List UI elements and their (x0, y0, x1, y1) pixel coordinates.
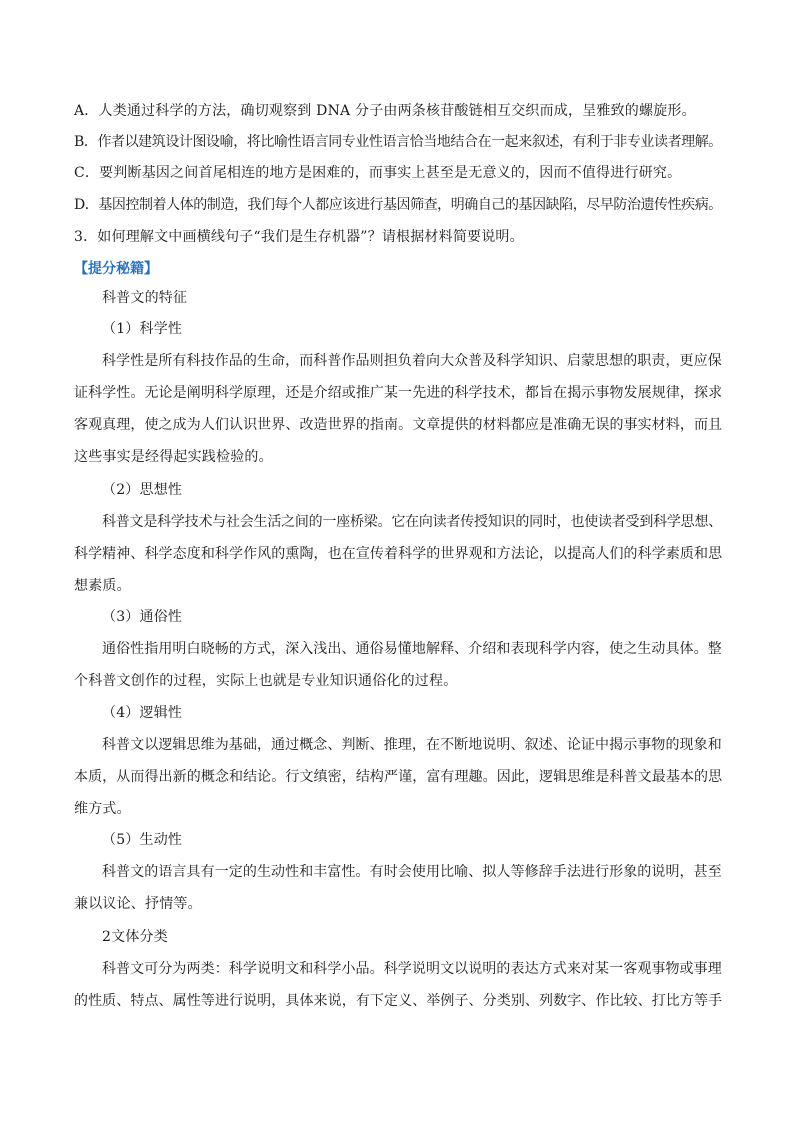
paragraph-line: 科普文可分为两类：科学说明文和科学小品。科学说明文以说明的表达方式来对某一客观事物或事理 (102, 961, 722, 977)
paragraph-line: 本质，从而得出新的概念和结论。行文缜密，结构严谨，富有理趣。因此，逻辑思维是科普文最基本的思 (74, 769, 723, 785)
paragraph-line: 维方式。 (74, 801, 131, 817)
paragraph-line: 证科学性。无论是阐明科学原理，还是介绍或推广某一先进的科学技术，都旨在揭示事物发展规律，探求 (74, 385, 723, 401)
question-3: 3．如何理解文中画横线句子“我们是生存机器”？请根据材料简要说明。 (74, 229, 524, 245)
paragraph-line: 客观真理，使之成为人们认识世界、改造世界的指南。文章提供的材料都应是准确无误的事实材料，而且 (74, 417, 723, 433)
tips-heading: 【提分秘籍】 (74, 261, 158, 277)
section-2-title: 2文体分类 (102, 929, 168, 945)
paragraph-line: 通俗性指用明白晓畅的方式，深入浅出、通俗易懂地解释、介绍和表现科学内容，使之生动具体。整 (102, 641, 722, 657)
paragraph-line: 兼以议论、抒情等。 (74, 896, 202, 912)
item-title: （2）思想性 (102, 482, 183, 498)
option-b: B．作者以建筑设计图设喻，将比喻性语言同专业性语言恰当地结合在一起来叙述，有利于非专业读者理解。 (74, 134, 722, 150)
paragraph-line: 科普文的语言具有一定的生动性和丰富性。有时会使用比喻、拟人等修辞手法进行形象的说明，甚至 (102, 864, 722, 880)
section-1-title: 科普文的特征 (102, 290, 188, 306)
paragraph-line: 科普文以逻辑思维为基础，通过概念、判断、推理，在不断地说明、叙述、论证中揭示事物的现象和 (102, 737, 722, 753)
item-title: （3）通俗性 (102, 609, 183, 625)
paragraph-line: 的性质、特点、属性等进行说明，具体来说，有下定义、举例子、分类别、列数字、作比较、打比方等手 (74, 993, 723, 1009)
option-c: C．要判断基因之间首尾相连的地方是困难的，而事实上甚至是无意义的，因而不值得进行研究。 (74, 165, 682, 181)
paragraph-line: 科学性是所有科技作品的生命，而科普作品则担负着向大众普及科学知识、启蒙思想的职责，更应保 (102, 353, 722, 369)
paragraph-line: 个科普文创作的过程，实际上也就是专业知识通俗化的过程。 (74, 673, 458, 689)
paragraph-line: 想素质。 (74, 578, 131, 594)
paragraph-line: 科普文是科学技术与社会生活之间的一座桥梁。它在向读者传授知识的同时，也使读者受到科学思想、 (102, 514, 722, 530)
paragraph-line: 这些事实是经得起实践检验的。 (74, 449, 273, 465)
item-title: （1）科学性 (102, 321, 183, 337)
option-d: D．基因控制着人体的制造，我们每个人都应该进行基因筛查，明确自己的基因缺陷，尽早防治遗传性疾病。 (74, 197, 722, 213)
item-title: （4）逻辑性 (102, 705, 183, 721)
paragraph-line: 科学精神、科学态度和科学作风的熏陶，也在宣传着科学的世界观和方法论，以提高人们的科学素质和思 (74, 546, 723, 562)
item-title: （5）生动性 (102, 832, 183, 848)
option-a: A．人类通过科学的方法，确切观察到 DNA 分子由两条核苷酸链相互交织而成，呈雅致的螺旋形。 (74, 103, 696, 119)
